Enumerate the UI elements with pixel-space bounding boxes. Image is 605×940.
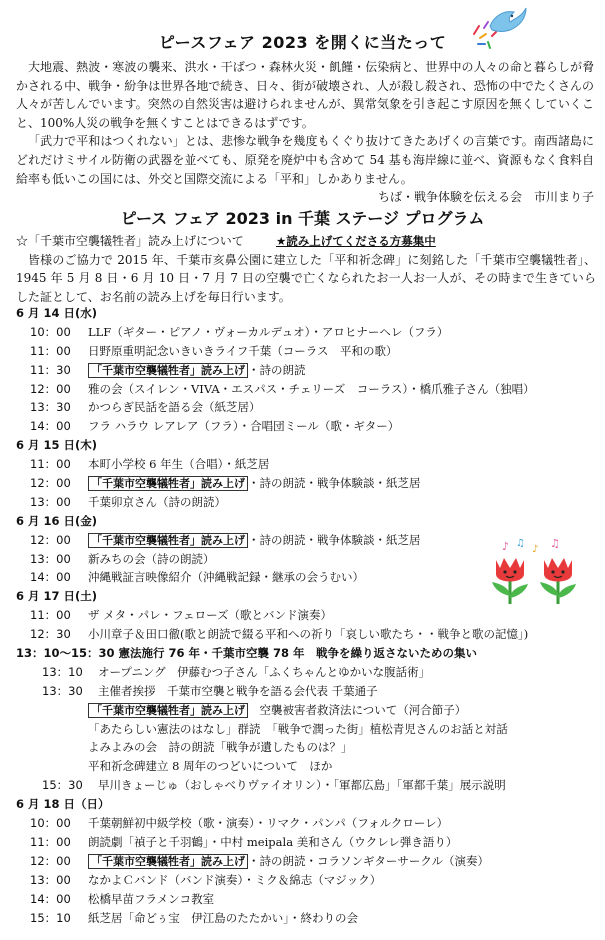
- event-description: オープニング 伊藤むつ子さん「ふくちゃんとゆかいな腹話術」: [98, 664, 431, 679]
- event-text: [88, 398, 261, 417]
- event-text: [0, 738, 353, 757]
- event-time: 14：00: [30, 891, 71, 906]
- event-time: 12：00: [30, 381, 71, 396]
- event-time: 13：00: [30, 872, 71, 887]
- day-heading: 6 月 14 日(水): [16, 306, 98, 320]
- schedule-row: [0, 757, 605, 776]
- schedule-row: [0, 890, 605, 909]
- schedule-row: [0, 720, 605, 739]
- event-time: 11：00: [30, 343, 71, 358]
- event-text: [88, 455, 269, 474]
- event-description: ・詩の朗読: [248, 362, 306, 377]
- schedule-row: [0, 342, 605, 361]
- notice-heading: ☆「千葉市空襲犠牲者」読み上げについて: [16, 234, 244, 248]
- schedule-row: [0, 814, 605, 833]
- schedule-row: [0, 909, 605, 928]
- event-text: [0, 701, 466, 720]
- event-time: 11：00: [30, 457, 71, 472]
- svg-text:♪: ♪: [502, 540, 510, 553]
- day-heading: 6 月 17 日(土): [16, 589, 98, 604]
- event-time: 12：00: [30, 853, 71, 868]
- event-text: [88, 493, 226, 512]
- day-heading: 6 月 15 日(木): [16, 438, 98, 453]
- essay-signature: ちば・戦争体験を伝える会 市川まり子: [377, 190, 594, 205]
- event-time: 13：30: [30, 400, 71, 415]
- event-description: 沖縄戦証言映像紹介（沖縄戦記録・継承の会うむい）: [88, 570, 364, 585]
- event-text: [88, 474, 421, 493]
- svg-text:♫: ♫: [516, 538, 525, 549]
- event-text: [0, 757, 332, 776]
- notice-body: 皆様のご協力で 2015 年、千葉市亥鼻公園に建立した「平和祈念碑」に刻銘した「千葉市空襲犠牲者」、1945 年 5 月 8 日・6 月 10 日・7 月 7 日の空襲で亡くなられたお一人お一人が、その時まで生きていらした証として、お名前の読み上げを毎日行います。: [16, 252, 596, 304]
- schedule-row: [0, 417, 605, 436]
- event-time: 14：00: [30, 570, 71, 585]
- event-description: 新みちの会（詩の朗読）: [88, 551, 215, 566]
- notice-recruit: ★読み上げてくださる方募集中: [276, 234, 436, 248]
- event-time: 13：30: [42, 683, 83, 698]
- essay-paragraph-1: 大地震、熱波・寒波の襲来、洪水・干ばつ・森林火災・飢饉・伝染病と、世界中の人々の命と暮らしが脅かされる中、戦争・紛争は世界各地で続き、日々、街が破壊され、人が殺し殺され、恐怖の中でたくさんの人々が苦しんでいます。突然の自然災害は避けられませんが、異常気象を引き起こす原因を無くしていくこと、100%人災の戦争を無くすことはできるはずです。: [16, 60, 594, 130]
- schedule-row: [0, 455, 605, 474]
- event-description: ・詩の朗読・戦争体験談・紙芝居: [248, 532, 421, 547]
- event-time: 15：30: [42, 778, 83, 793]
- event-text: [88, 814, 448, 833]
- schedule-row: [0, 474, 605, 493]
- event-description: 本町小学校 6 年生（合唱）・紙芝居: [88, 457, 270, 472]
- event-description: 空襲被害者救済法について（河合節子）: [248, 702, 467, 717]
- essay-title: ピースフェア 2023 を開くに当たって: [158, 33, 447, 52]
- event-time: 11：00: [30, 608, 71, 623]
- event-description: 松橋早苗フラメンコ教室: [88, 891, 215, 906]
- event-time: 10：00: [30, 324, 71, 339]
- schedule-row: [0, 833, 605, 852]
- event-text: [88, 550, 215, 569]
- event-text: [88, 625, 528, 644]
- event-time: 13：10: [42, 664, 83, 679]
- event-time: 14：00: [30, 419, 71, 434]
- event-text: [98, 682, 378, 701]
- reading-badge: 「千葉市空襲犠牲者」読み上げ: [88, 854, 248, 869]
- program-title: ピース フェア 2023 in 千葉 ステージ プログラム: [120, 209, 485, 228]
- day-heading: 6 月 16 日(金): [16, 513, 98, 528]
- event-description: 主催者挨拶 千葉市空襲と戦争を語る会代表 千葉通子: [98, 683, 378, 698]
- event-text: [88, 323, 448, 342]
- event-time: 11：00: [30, 834, 71, 849]
- event-time: 10：00: [30, 816, 71, 831]
- event-text: [0, 720, 508, 739]
- reading-badge: 「千葉市空襲犠牲者」読み上げ: [88, 363, 248, 378]
- event-description: 紙芝居「命どぅ宝 伊江島のたたかい」・終わりの会: [88, 910, 359, 925]
- event-description: 日野原重明記念いきいきライフ千葉（コーラス 平和の歌）: [88, 343, 398, 358]
- event-text: [88, 568, 364, 587]
- event-text: [88, 342, 397, 361]
- event-text: [88, 871, 381, 890]
- event-time: 12：30: [30, 627, 71, 642]
- event-text: [88, 606, 332, 625]
- event-time: 12：00: [30, 532, 71, 547]
- event-description: 平和祈念碑建立 8 周年のつどいについて ほか: [88, 759, 333, 774]
- event-description: かつらぎ民話を語る会（紙芝居）: [88, 400, 261, 415]
- event-time: 11：30: [30, 362, 71, 377]
- schedule-row: [0, 738, 605, 757]
- event-time: 15：10: [30, 910, 71, 925]
- event-description: 雅の会（スイレン・VIVA・エスパス・チェリーズ コーラス）・橋爪雅子さん（独唱）: [88, 381, 535, 396]
- event-description: 「あたらしい憲法のはなし」群読 「戦争で潤った街」植松青児さんのお話と対話: [88, 721, 508, 736]
- schedule-row: [0, 493, 605, 512]
- event-time: 13：00: [30, 551, 71, 566]
- schedule-row: [0, 606, 605, 625]
- event-text: [88, 890, 214, 909]
- tulips-icon: [480, 538, 588, 604]
- special-event-heading: 13：10～15：30 憲法施行 76 年・千葉市空襲 78 年 戦争を繰り返さないための集い: [16, 646, 478, 661]
- schedule-row: [0, 625, 605, 644]
- event-text: [98, 776, 506, 795]
- day-heading: 6 月 18 日（日）: [16, 797, 110, 812]
- event-description: 朗読劇「禎子と千羽鶴」・中村 meipala 美和さん（ウクレレ弾き語り）: [88, 834, 458, 849]
- svg-text:♫: ♫: [550, 538, 560, 550]
- event-text: [88, 531, 421, 550]
- event-text: [88, 909, 358, 928]
- schedule-row: [0, 776, 605, 795]
- svg-text:♪: ♪: [532, 544, 539, 555]
- event-description: よみよみの会 詩の朗読「戦争が遺したものは？」: [88, 740, 353, 755]
- event-description: フラ ハラウ レアレア（フラ）・合唱団ミール（歌・ギター）: [88, 419, 400, 434]
- schedule-row: [0, 663, 605, 682]
- event-description: ・詩の朗読・戦争体験談・紙芝居: [248, 476, 421, 491]
- schedule-row: [0, 871, 605, 890]
- reading-notice: [16, 232, 596, 306]
- event-text: [88, 852, 489, 871]
- event-description: 千葉朝鮮初中級学校（歌・演奏）・リマク・パンパ（フォルクローレ）: [88, 816, 449, 831]
- event-text: [98, 663, 430, 682]
- essay-body: [16, 58, 594, 207]
- event-description: ・詩の朗読・コラソンギターサークル（演奏）: [248, 853, 490, 868]
- schedule-row: [0, 682, 605, 701]
- event-text: [88, 380, 535, 399]
- event-description: なかよＣバンド（バンド演奏）・ミク＆綿志（マジック）: [88, 872, 382, 887]
- essay-paragraph-2: 「武力で平和はつくれない」とは、悲惨な戦争を幾度もくぐり抜けてきたあげくの言葉です。南西諸島にどれだけミサイル防衛の武器を並べても、原発を廃炉中も含めて 54 基も海岸線に並べ、資源もなく食料自給率も低いこの国には、外交と国際交流による「平和」しかありません。: [16, 134, 594, 186]
- reading-badge: 「千葉市空襲犠牲者」読み上げ: [88, 476, 248, 491]
- reading-badge: 「千葉市空襲犠牲者」読み上げ: [88, 703, 248, 718]
- schedule-row: [0, 852, 605, 871]
- program-schedule: [0, 304, 605, 927]
- event-time: 12：00: [30, 476, 71, 491]
- event-text: [88, 417, 399, 436]
- schedule-row: [0, 398, 605, 417]
- reading-badge: 「千葉市空襲犠牲者」読み上げ: [88, 533, 248, 548]
- event-description: ザ メタ・パレ・フェローズ（歌とバンド演奏）: [88, 608, 333, 623]
- schedule-row: [0, 361, 605, 380]
- event-description: 小川章子＆田口徹(歌と朗読で綴る平和への祈り「哀しい歌たち・・戦争と歌の記憶」): [88, 627, 529, 642]
- event-description: 千葉卯京さん（詩の朗読）: [88, 494, 226, 509]
- event-text: [88, 833, 457, 852]
- schedule-row: [0, 323, 605, 342]
- schedule-row: [0, 380, 605, 399]
- event-time: 13：00: [30, 494, 71, 509]
- event-description: LLF（ギター・ピアノ・ヴォーカルデュオ）・アロヒナーヘレ（フラ）: [88, 324, 449, 339]
- schedule-row: [0, 701, 605, 720]
- event-text: [88, 361, 306, 380]
- event-description: 早川きょーじゅ（おしゃべりヴァイオリン）・「軍都広島」「軍都千葉」展示説明: [98, 778, 506, 793]
